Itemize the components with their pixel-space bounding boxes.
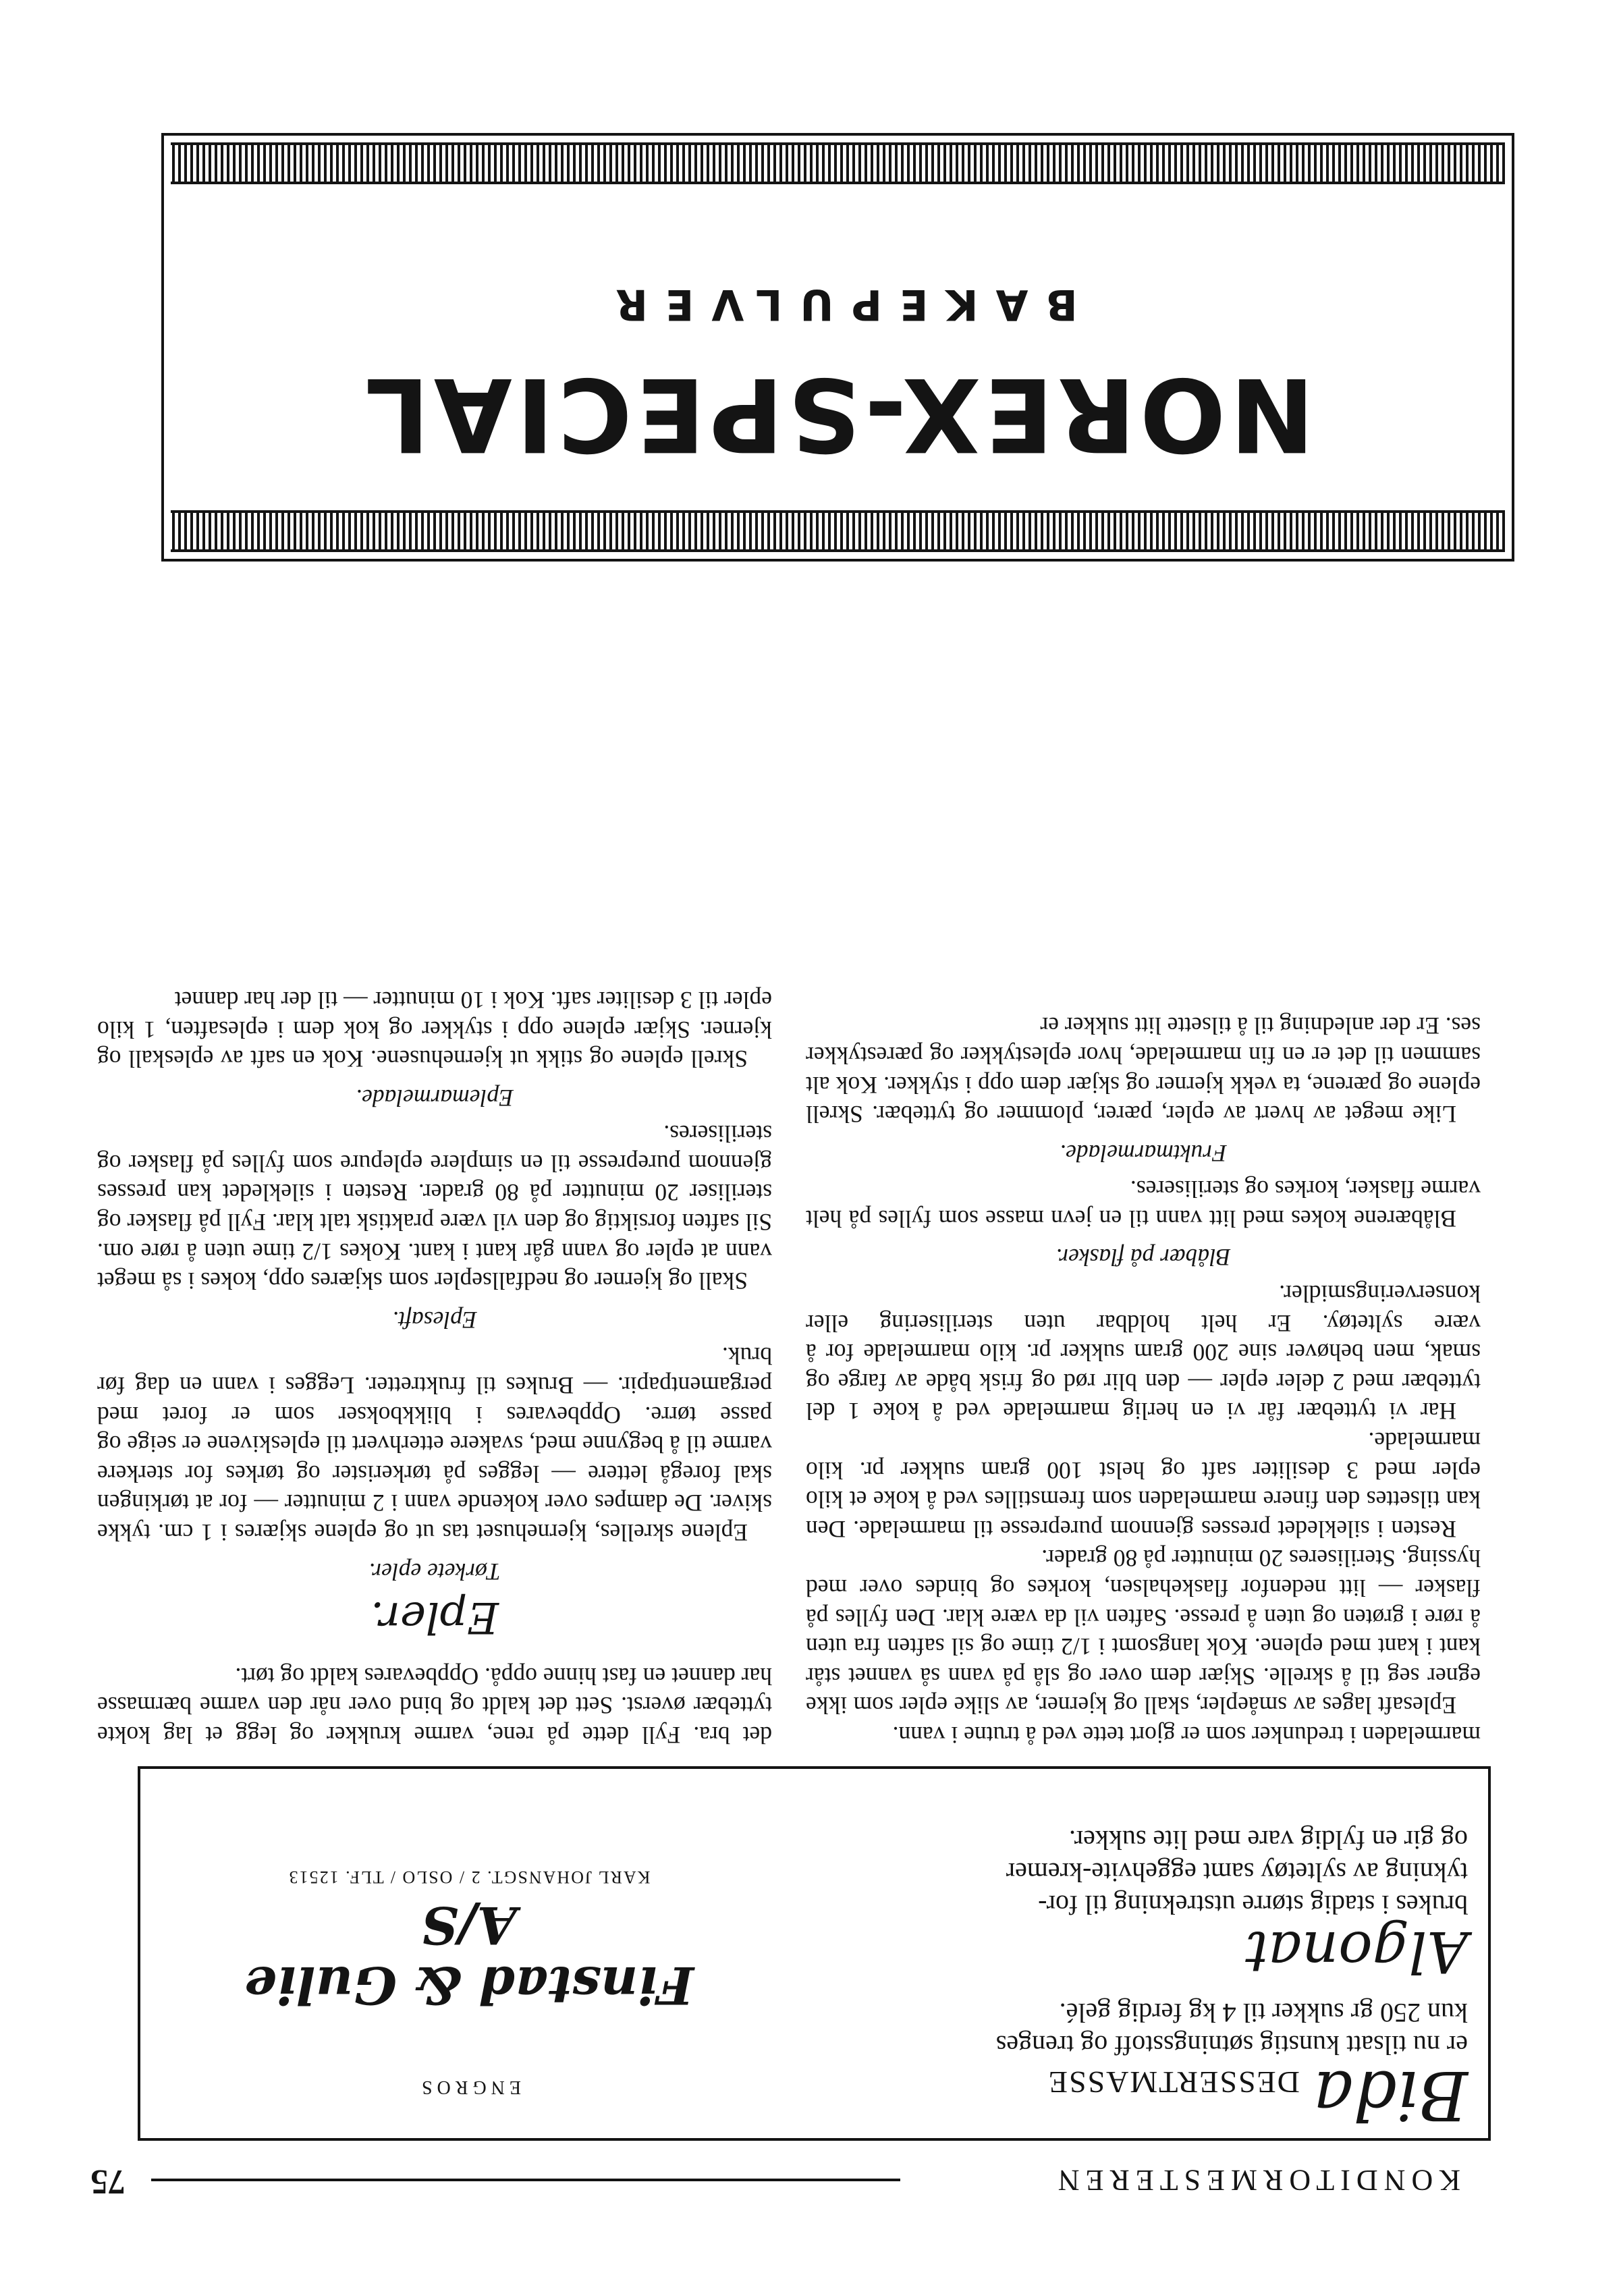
algonat-logo: Algonat xyxy=(1245,1919,1468,1985)
page-number: 75 xyxy=(90,2162,126,2201)
subheading-blabaer: Blåbær på flasker. xyxy=(1055,1244,1231,1272)
subheading-eplesaft: Eplesaft. xyxy=(392,1306,477,1334)
bida-logo: Bida xyxy=(1313,2056,1468,2135)
text-column-right xyxy=(97,985,772,1749)
bida-algonat-text xyxy=(806,1824,1468,2135)
supplier-address: KARL JOHANSGT. 2 / OSLO / TLF. 12513 xyxy=(287,1867,651,1887)
paragraph: marmeladen i tredunker som er gjort tette ved å trutne i vann. xyxy=(892,1722,1481,1749)
paragraph: Skall og kjerner og nedfallsepler som skjæres opp, kokes i så meget vann at epler og vann går kant i kant. Kokes 1/2 time uten å røre om. Sil saften forsiktig og den vil være praktisk talt klar. Fyll på flasker og steriliser 20 minutter på 80 grader. Resten i silekledet kan presses gjennom purepresse til en simplere eplepure som fylles på flasker og steriliseres. xyxy=(97,1120,772,1295)
decorative-border-bottom xyxy=(171,142,1505,184)
journal-title: KONDITORMESTEREN xyxy=(1051,2164,1460,2197)
paragraph: Blåbærene kokes med litt vann til en jevn masse som fylles på helt varme flasker, korkes og steriliseres. xyxy=(806,1176,1481,1232)
section-title: Epler. xyxy=(371,1592,499,1643)
text-column-left xyxy=(806,1011,1481,1749)
decorative-border-top xyxy=(171,510,1505,552)
supplier-name: Finstad & Gulie A/S xyxy=(244,1895,694,2015)
header-rule xyxy=(151,2179,900,2181)
algonat-line-1: brukes i stadig større utstrekning til for- xyxy=(1038,1890,1468,1920)
supplier-block xyxy=(213,1867,725,2098)
norex-subtitle: BAKEPULVER xyxy=(598,280,1078,329)
advertisement-bida-algonat xyxy=(138,1766,1491,2141)
subheading-eplemarmelade: Eplemarmelade. xyxy=(356,1084,514,1112)
paragraph: Skrell eplene og stikk ut kjernehusene. Kok en saft av epleskall og kjerner. Skjær eplene opp i stykker og kok dem i eplesaften, 1 kilo epler til 3 desiliter saft. Kok i 10 minutter — til der har dannet xyxy=(97,986,772,1073)
bida-line-1: er nu tilsatt kunstig søtningsstoff og trenges xyxy=(995,2030,1468,2060)
paragraph: Eplesaft lages av småepler, skall og kjerner, av slike epler som ikke egner seg til å skrelle. Skjær dem over og slå på vann så vannet står kant i kant med eplene. Kok langsomt i 1/2 time og sil saften fra uten å røre i grøten og uten å presse. Saften vil da være klar. Den fylles på flasker — litt nedenfor flaskehalsen, korkes og bindes over med hyssing. Steriliseres 20 minutter på 80 grader. xyxy=(806,1545,1481,1720)
paragraph: Eplene skrelles, kjernehuset tas ut og eplene skjæres i 1 cm. tykke skiver. De dampes over kokende vann i 2 minutter — for at tørkingen skal foregå lettere — legges på tørkerister og tørkes for sterkere varme til å begynne med, svakere etterhvert til epleskivene er seige og passe tørre. Oppbevares i blikkbokser som er foret med pergamentpapir. — Brukes til fruktretter. Legges i vann en dag før bruk. xyxy=(97,1342,772,1547)
algonat-line-3: og gir en fyldig vare med lite sukker. xyxy=(1069,1825,1468,1855)
running-header xyxy=(90,2154,1460,2202)
norex-title: NOREX-SPECIAL xyxy=(361,355,1315,472)
paragraph: det bra. Fyll dette på rene, varme krukker og legg et lag kokte tyttebær øverst. Sett det kaldt og bind over når den varme bærmasse har dannet en fast hinne oppå. Oppbevares kaldt og tørt. xyxy=(97,1662,772,1749)
paragraph: Resten i silekledet presses gjennom purepresse til marmelade. Den kan tilsettes den finere marmeladen som fremstilles ved å koke et kilo epler med 3 desiliter saft og helst 100 gram sukker pr. kilo marmelade. xyxy=(806,1427,1481,1543)
algonat-line-2: tykning av syltetøy samt eggehvite-kremer xyxy=(1006,1857,1468,1888)
advertisement-norex xyxy=(161,133,1514,562)
supplier-label: ENGROS xyxy=(417,2077,522,2098)
bida-product-name: DESSERTMASSE xyxy=(1047,2065,1300,2100)
paragraph: Har vi tyttebær får vi en herlig marmelade ved å koke 1 del tyttebær med 2 deler epler — den blir rød og frisk både av farge og smak, men behøver sine 200 gram sukker pr. kilo marmelade for å være syltetøy. Er helt holdbar uten sterilisering eller konserveringsmidler. xyxy=(806,1280,1481,1425)
paragraph: Like meget av hvert av epler, pærer, plommer og tyttebær. Skrell eplene og pærene, ta vekk kjerner og skjær dem opp i stykker. Kok alt sammen til det er en fin marmelade, hvor eplestykker og pærestykker ses. Er der anledning til å tilsette litt sukker er xyxy=(806,1012,1481,1128)
subheading-fruktmarmelade: Fruktmarmelade. xyxy=(1060,1139,1227,1167)
bida-line-2: kun 250 gr sukker til 4 kg ferdig gelé. xyxy=(1059,1998,1468,2028)
subheading-torkete-epler: Tørkete epler. xyxy=(368,1558,501,1585)
